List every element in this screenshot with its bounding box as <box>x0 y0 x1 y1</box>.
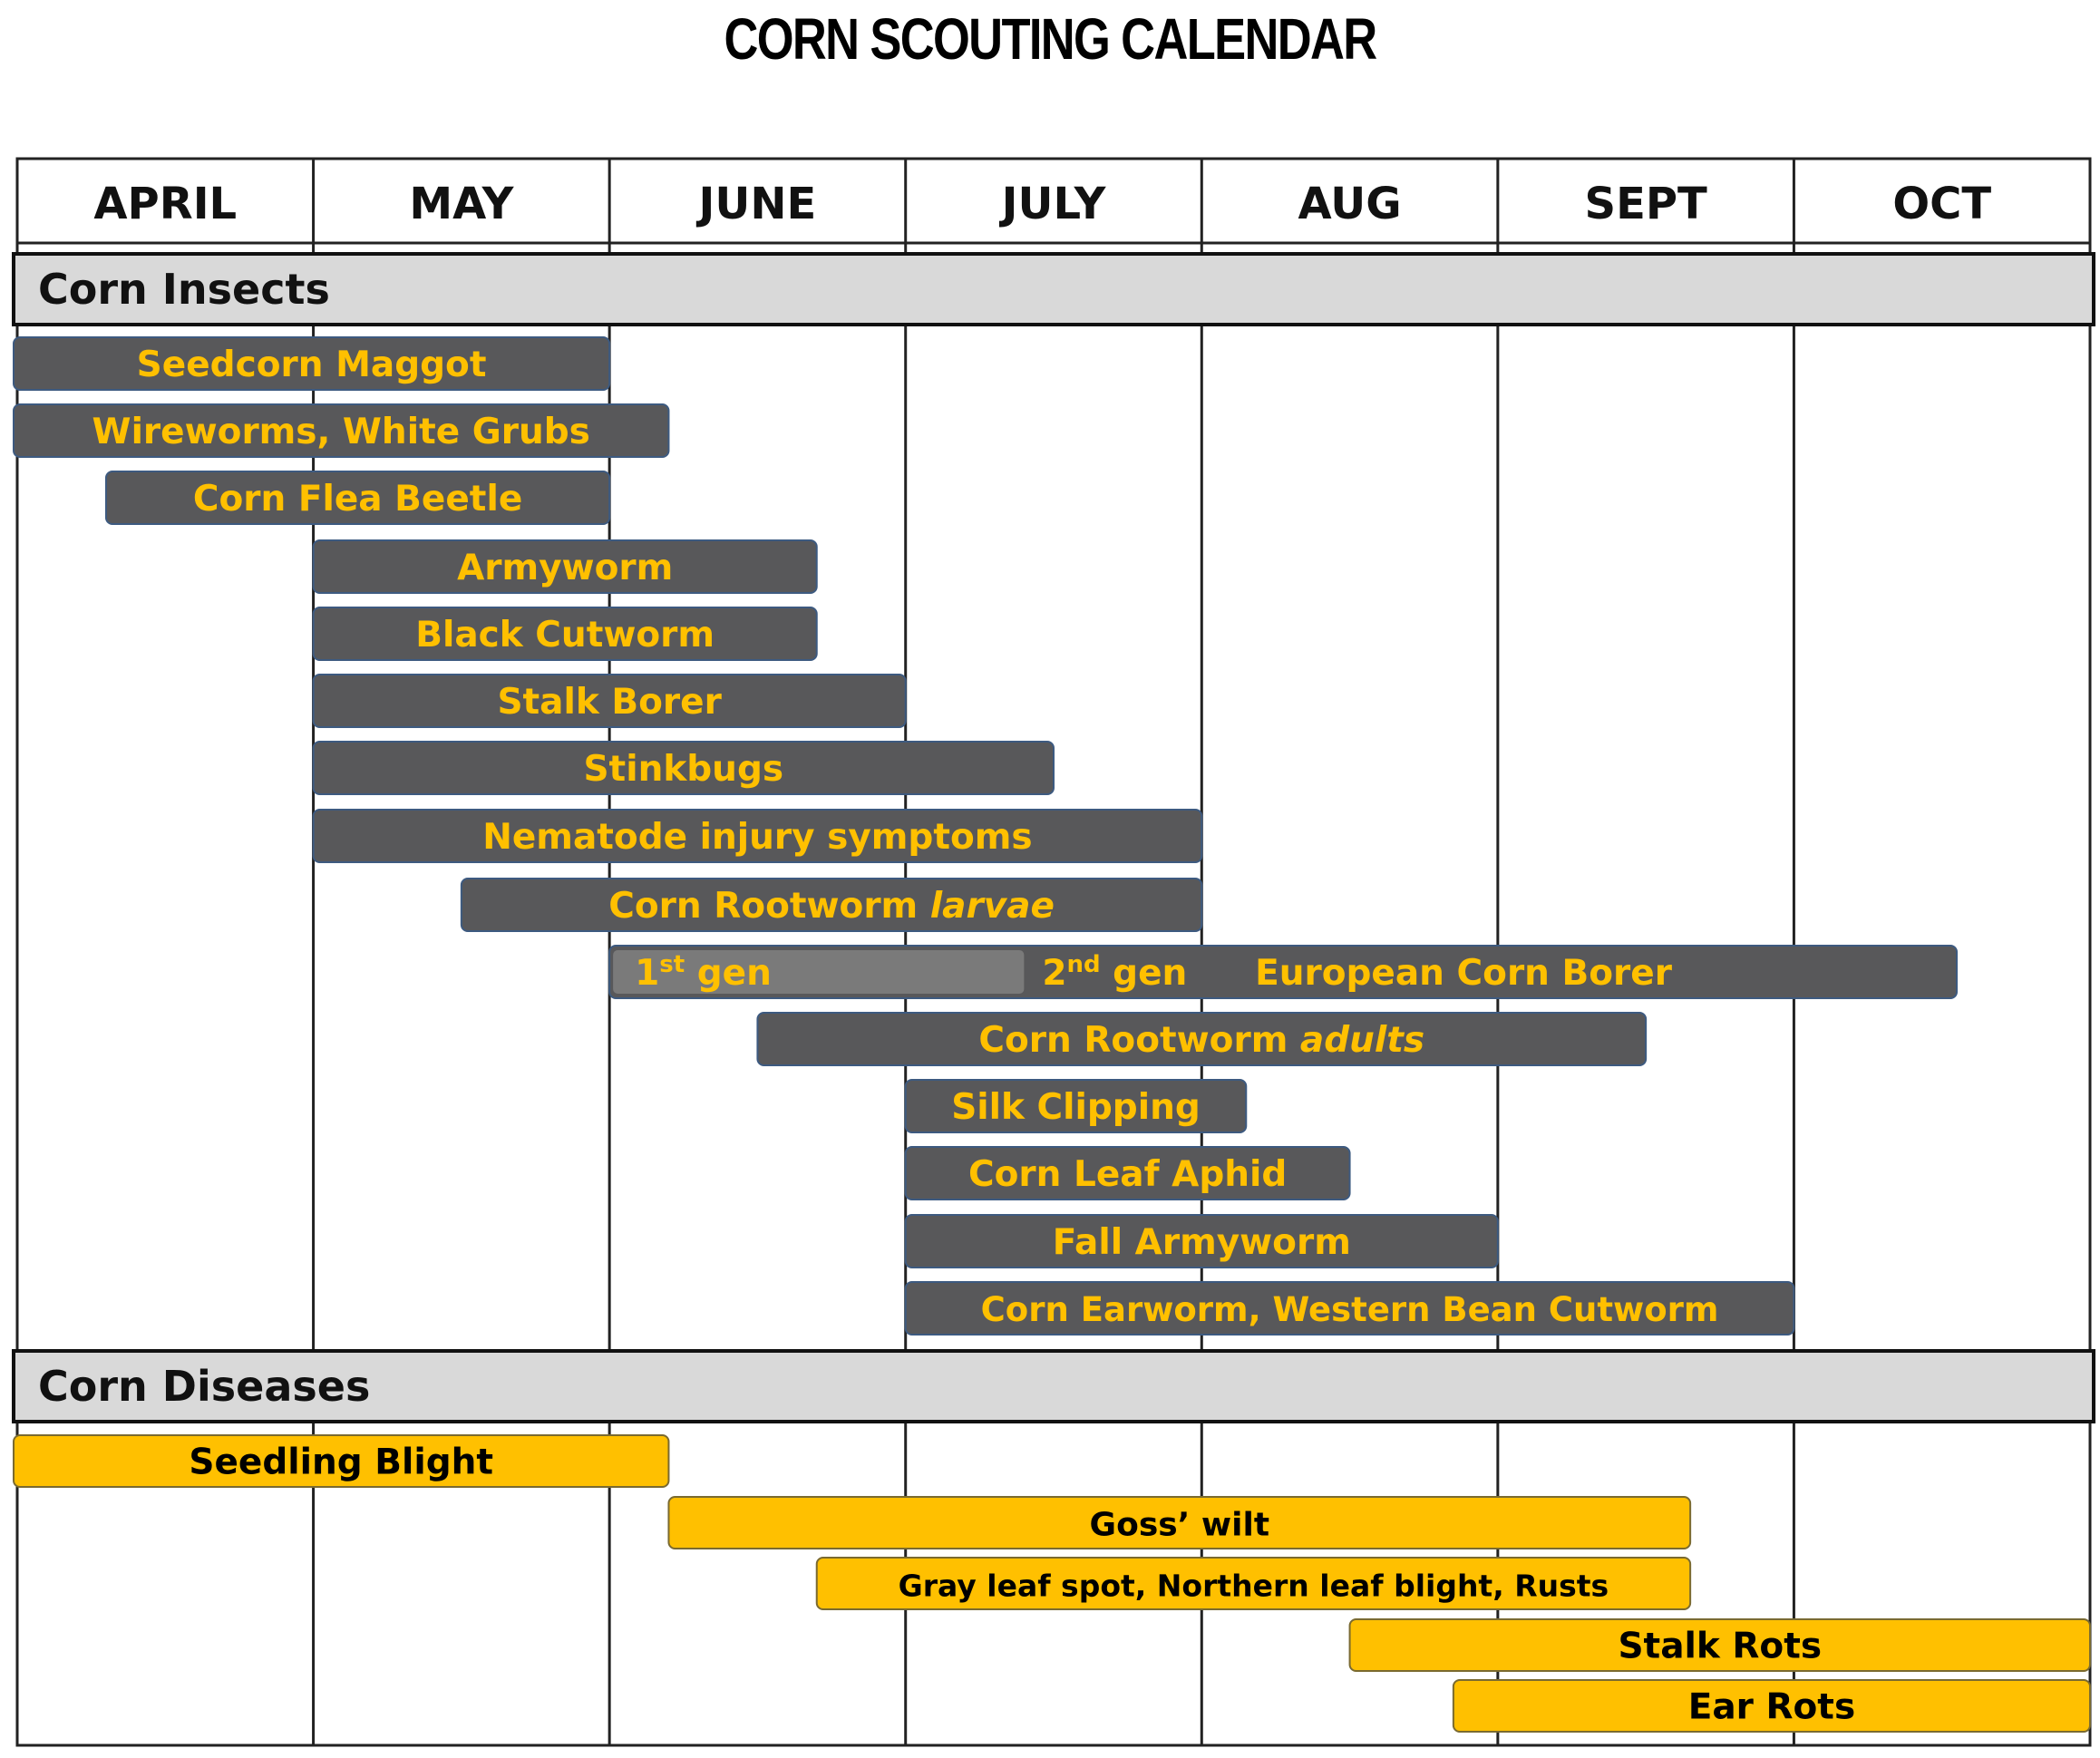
bar-label: Nematode injury symptoms <box>482 817 1033 858</box>
bar-label: Goss’ wilt <box>1089 1506 1270 1544</box>
gantt-bar <box>757 1013 1646 1065</box>
gantt-bar <box>314 675 906 727</box>
bar-label: Stinkbugs <box>583 749 784 790</box>
bar-label: Corn Earworm, Western Bean Cutworm <box>980 1290 1719 1329</box>
gantt-bar <box>462 879 1201 931</box>
bar-label: Wireworms, White Grubs <box>92 412 590 452</box>
bar-label: Silk Clipping <box>951 1087 1201 1128</box>
month-label: MAY <box>409 179 514 229</box>
gantt-bar <box>314 742 1054 794</box>
gantt-bar <box>1350 1619 2090 1671</box>
bar-label: Gray leaf spot, Northern leaf blight, Rusts <box>898 1568 1609 1604</box>
bar-label: Seedcorn Maggot <box>136 345 487 385</box>
gantt-bar <box>906 1282 1794 1335</box>
bar-label: Stalk Borer <box>497 682 722 723</box>
bar-label: Armyworm <box>457 548 674 588</box>
month-label: SEPT <box>1584 179 1707 229</box>
month-label: APRIL <box>93 179 238 229</box>
gantt-bar <box>906 1080 1247 1132</box>
bar-label: Fall Armyworm <box>1052 1222 1351 1263</box>
gantt-bar <box>314 607 817 660</box>
gantt-bar <box>906 1215 1498 1268</box>
generation-label: 2nd gen <box>1042 951 1188 994</box>
bar-label: Seedling Blight <box>189 1442 494 1483</box>
bar-label: Corn Leaf Aphid <box>967 1154 1288 1195</box>
bar-label: Ear Rots <box>1687 1686 1856 1728</box>
bar-label: Corn Rootworm larvae <box>608 886 1055 927</box>
bar-label: Black Cutworm <box>415 615 715 656</box>
gantt-bar <box>817 1558 1690 1609</box>
gantt-bar <box>14 1435 668 1487</box>
page-title: CORN SCOUTING CALENDAR <box>724 6 1376 72</box>
section-title: Corn Insects <box>38 265 330 314</box>
gantt-bar <box>314 540 817 593</box>
section-title: Corn Diseases <box>38 1362 371 1411</box>
gantt-bar <box>1453 1680 2090 1732</box>
month-label: AUG <box>1298 179 1402 229</box>
month-label: JUNE <box>698 179 817 229</box>
gantt-bar <box>906 1147 1350 1200</box>
month-label: JULY <box>1001 179 1106 229</box>
bar-label: Stalk Rots <box>1618 1626 1823 1667</box>
gantt-bar <box>609 946 1957 998</box>
gantt-bar <box>314 810 1202 862</box>
bar-label: Corn Rootworm adults <box>978 1020 1425 1061</box>
bar-label: Corn Flea Beetle <box>192 479 523 520</box>
generation-label: 1st gen <box>635 951 772 994</box>
bar-label: European Corn Borer <box>1255 953 1672 994</box>
gantt-bar <box>106 471 609 524</box>
section-insects <box>14 254 2094 325</box>
section-diseases <box>14 1351 2094 1422</box>
bar-layer <box>14 337 2090 1732</box>
month-label: OCT <box>1892 179 1992 229</box>
gantt-bar <box>14 404 668 457</box>
gantt-bar <box>14 337 609 390</box>
gantt-bar <box>668 1497 1690 1549</box>
